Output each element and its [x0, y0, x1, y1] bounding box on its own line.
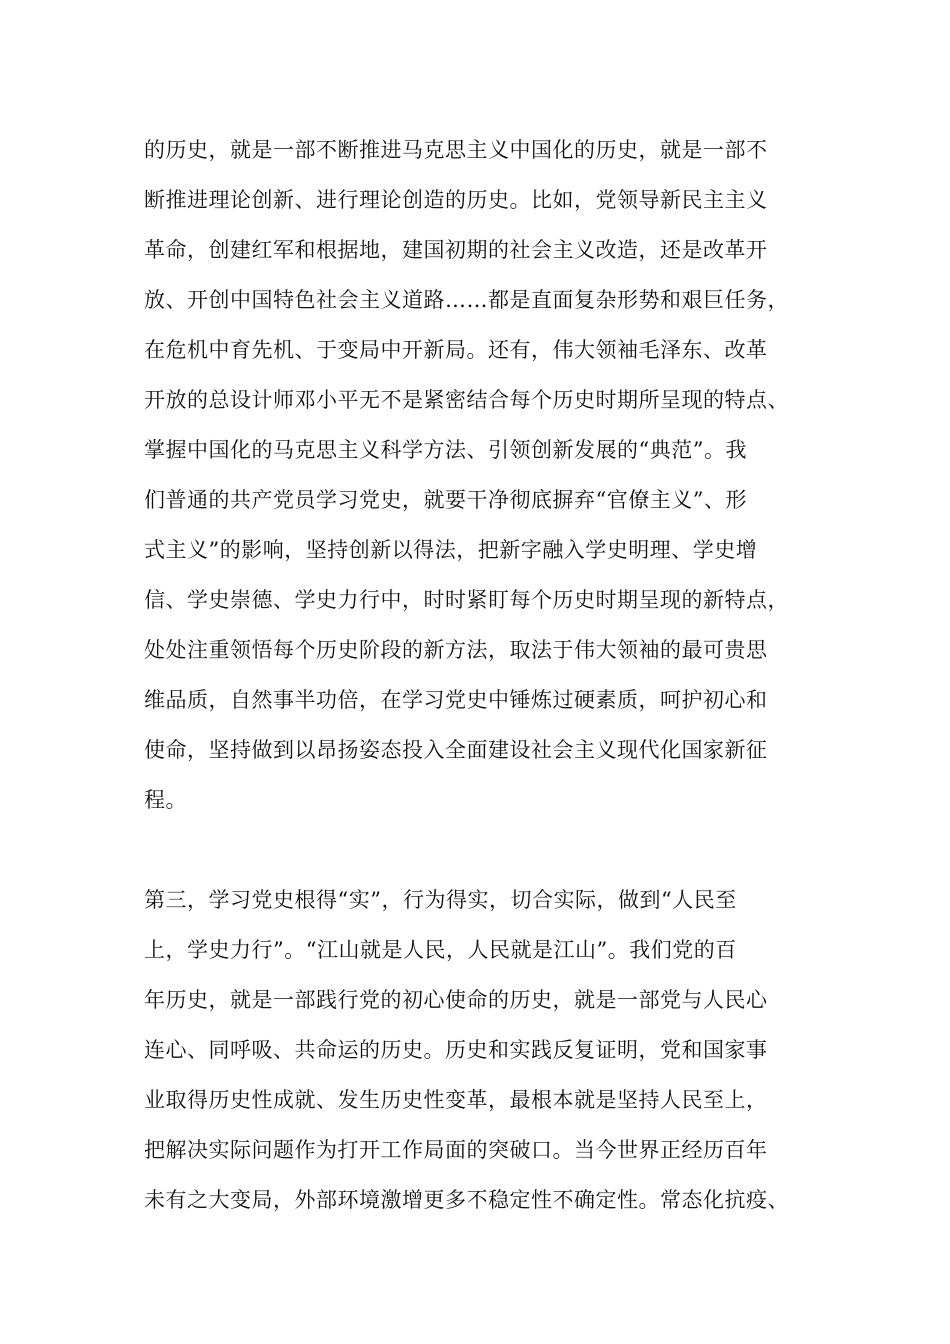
text-line: 把解决实际问题作为打开工作局面的突破口。当今世界正经历百年 — [144, 1138, 768, 1162]
text-line: 的历史，就是一部不断推进马克思主义中国化的历史，就是一部不 — [144, 138, 768, 162]
text-line: 式主义”的影响，坚持创新以得法，把新字融入学史明理、学史增 — [144, 538, 758, 562]
text-line: 使命，坚持做到以昂扬姿态投入全面建设社会主义现代化国家新征 — [144, 738, 768, 762]
text-line: 第三，学习党史根得“实”，行为得实，切合实际，做到“人民至 — [144, 888, 737, 912]
text-line: 未有之大变局，外部环境激增更多不稳定性不确定性。常态化抗疫、 — [144, 1188, 789, 1212]
text-line: 信、学史崇德、学史力行中，时时紧盯每个历史时期呈现的新特点， — [144, 588, 789, 612]
text-line: 开放的总设计师邓小平无不是紧密结合每个历史时期所呈现的特点、 — [144, 388, 789, 412]
text-line: 在危机中育先机、于变局中开新局。还有，伟大领袖毛泽东、改革 — [144, 338, 768, 362]
text-line: 维品质，自然事半功倍，在学习党史中锤炼过硬素质，呵护初心和 — [144, 688, 768, 712]
text-line: 处处注重领悟每个历史阶段的新方法，取法于伟大领袖的最可贵思 — [144, 638, 768, 662]
text-line: 上，学史力行”。“江山就是人民，人民就是江山”。我们党的百 — [144, 938, 737, 962]
text-line: 程。 — [144, 788, 187, 812]
text-line: 掌握中国化的马克思主义科学方法、引领创新发展的“典范”。我 — [144, 438, 747, 462]
text-line: 革命，创建红军和根据地，建国初期的社会主义改造，还是改革开 — [144, 238, 768, 262]
text-line: 断推进理论创新、进行理论创造的历史。比如，党领导新民主主义 — [144, 188, 768, 212]
text-line: 连心、同呼吸、共命运的历史。历史和实践反复证明，党和国家事 — [144, 1038, 768, 1062]
text-line: 放、开创中国特色社会主义道路……都是直面复杂形势和艰巨任务， — [144, 288, 789, 312]
text-line: 业取得历史性成就、发生历史性变革，最根本就是坚持人民至上， — [144, 1088, 768, 1112]
text-line: 们普通的共产党员学习党史，就要干净彻底摒弃“官僚主义”、形 — [144, 488, 747, 512]
text-line: 年历史，就是一部践行党的初心使命的历史，就是一部党与人民心 — [144, 988, 768, 1012]
